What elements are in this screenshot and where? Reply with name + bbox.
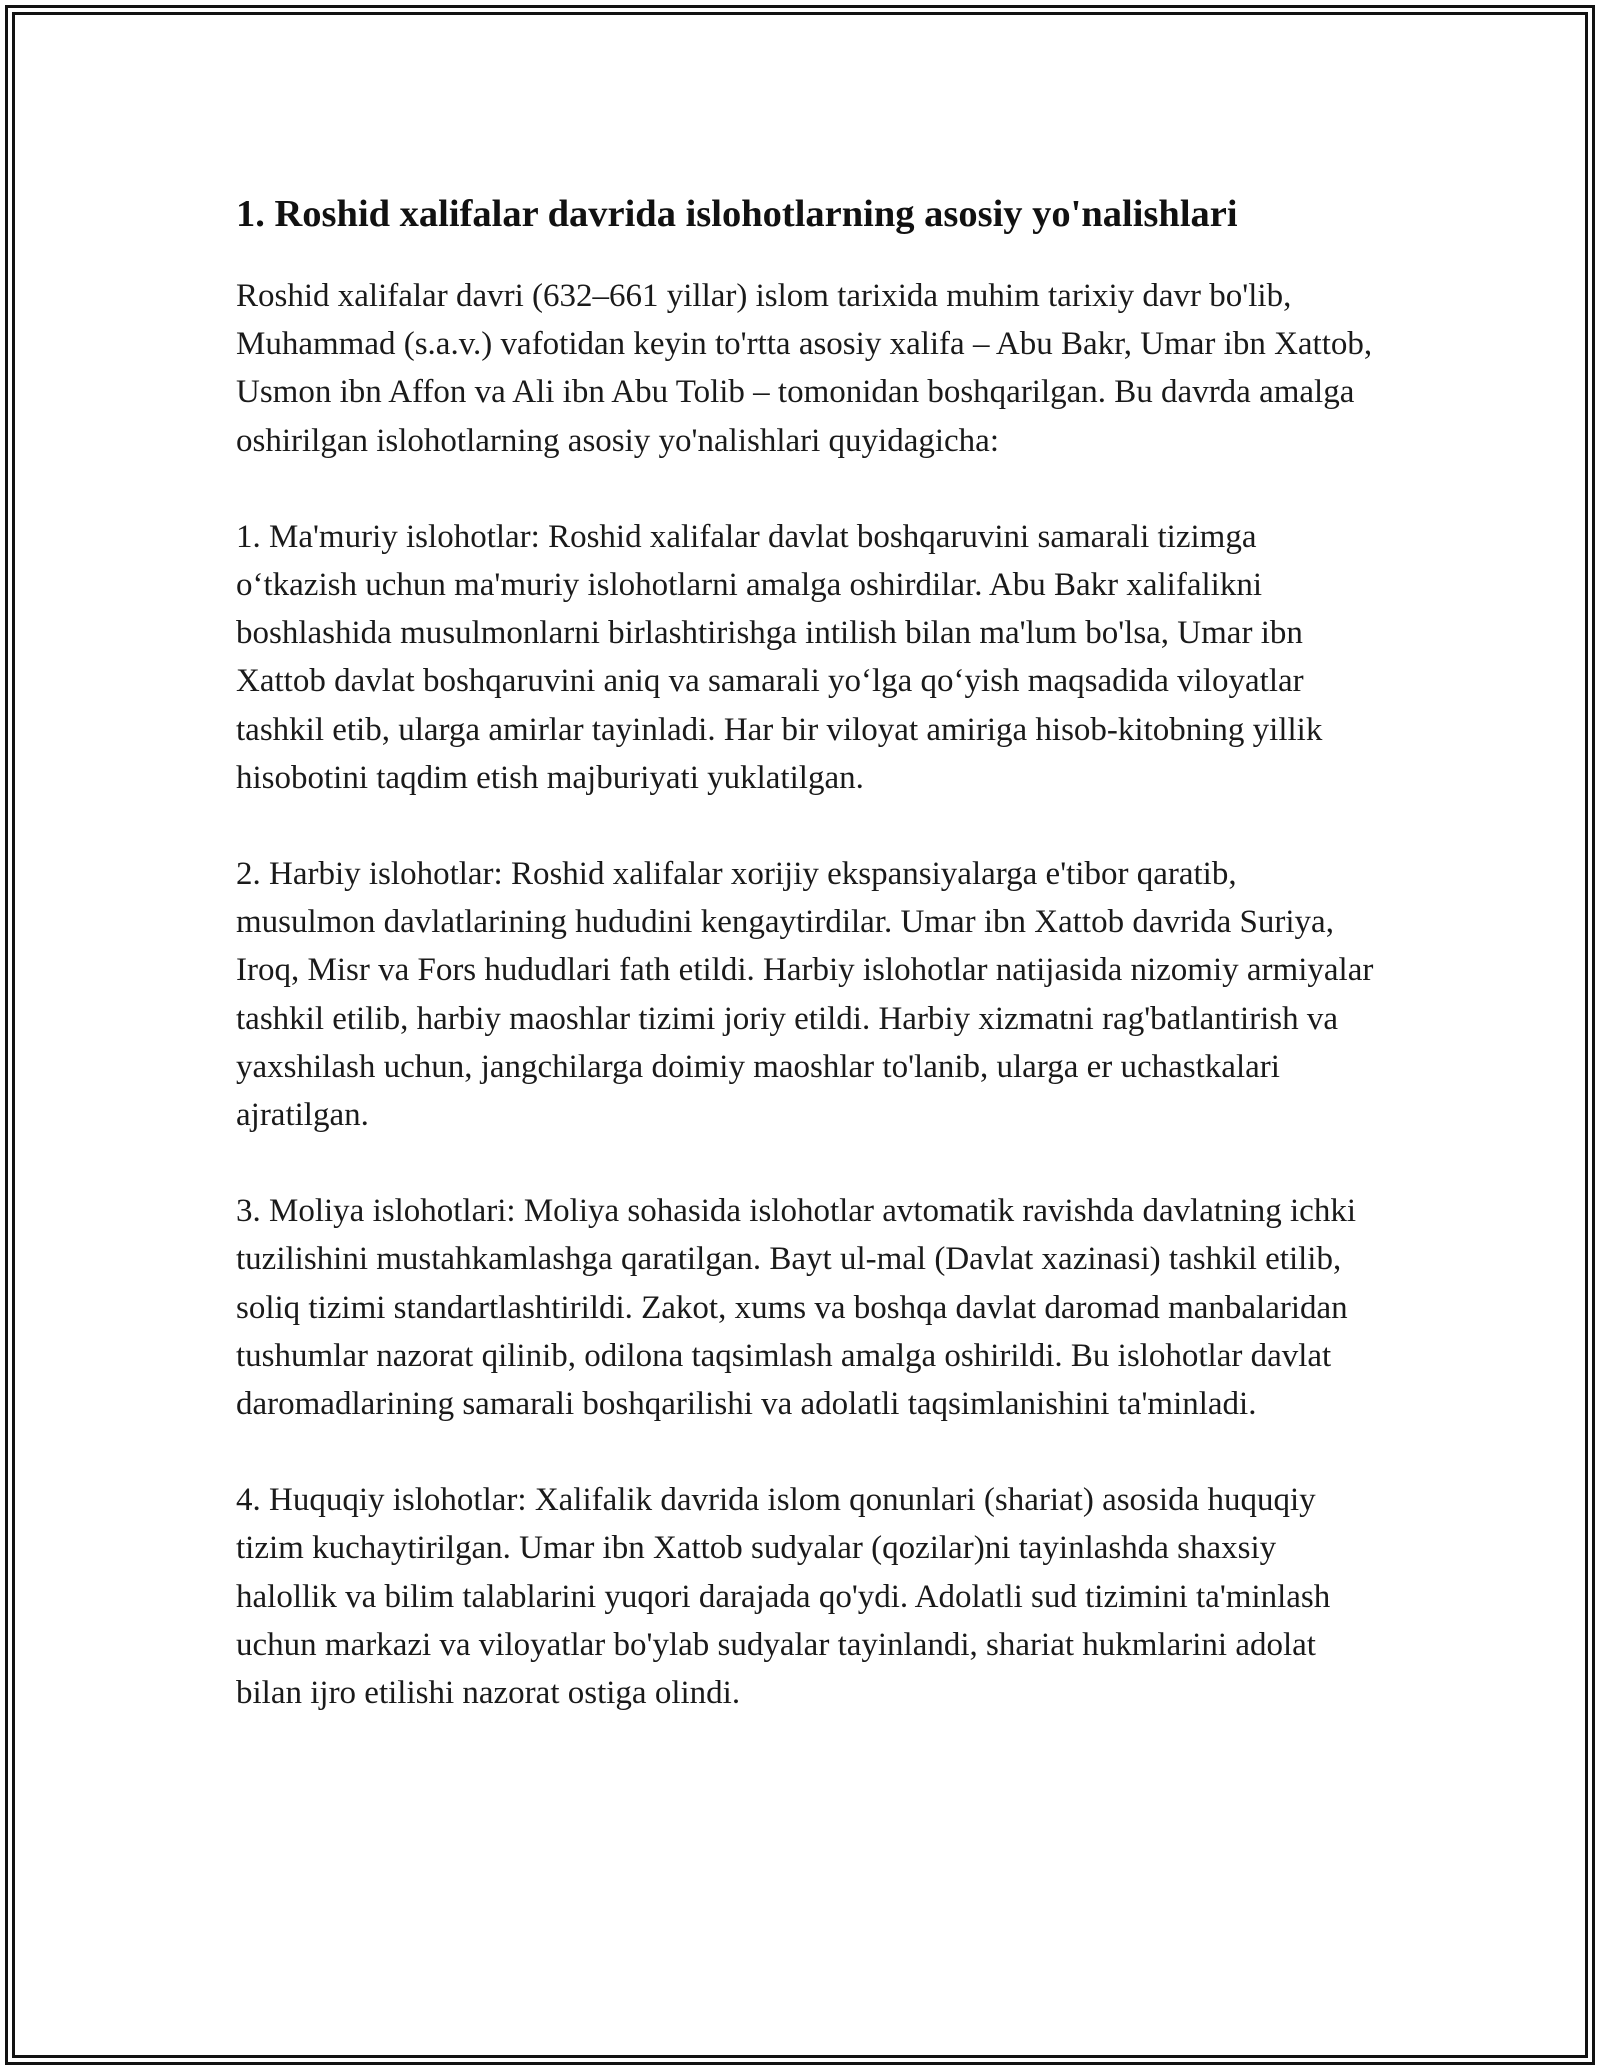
paragraph-financial-reforms: 3. Moliya islohotlari: Moliya sohasida islohotlar avtomatik ravishda davlatning ichki tuzilishini mustahkamlashga qaratilgan. Bayt ul-mal (Davlat xazinasi) tashkil etilib, soliq tizimi standartlashtirildi. Zakot, xums va boshqa davlat daromad manbalaridan tushumlar nazorat qilinib, odilona taqsimlash amalga oshirildi. Bu islohotlar davlat daromadlarining samarali boshqarilishi va adolatli taqsimlanishini ta'minladi. xyxy=(236,1193,1356,1423)
document-title: 1. Roshid xalifalar davrida islohotlarning asosiy yo'nalishlari xyxy=(236,193,1238,235)
paragraph-intro: Roshid xalifalar davri (632–661 yillar) islom tarixida muhim tarixiy davr bo'lib, Muhammad (s.a.v.) vafotidan keyin to'rtta asosiy xalifa – Abu Bakr, Umar ibn Xattob, Usmon ibn Affon va Ali ibn Abu Tolib – tomonidan boshqarilgan. Bu davrda amalga oshirilgan islohotlarning asosiy yo'nalishlari quyidagicha: xyxy=(236,278,1373,459)
paragraph-military-reforms: 2. Harbiy islohotlar: Roshid xalifalar xorijiy ekspansiyalarga e'tibor qaratib, musulmon davlatlarining hududini kengaytirdilar. Umar ibn Xattob davrida Suriya, Iroq, Misr va Fors hududlari fath etildi. Harbiy islohotlar natijasida nizomiy armiyalar tashkil etilib, harbiy maoshlar tizimi joriy etildi. Harbiy xizmatni rag'batlantirish va yaxshilash uchun, jangchilarga doimiy maoshlar to'lanib, ularga er uchastkalari ajratilgan. xyxy=(236,856,1374,1134)
paragraph-administrative-reforms: 1. Ma'muriy islohotlar: Roshid xalifalar davlat boshqaruvini samarali tizimga o‘tkazish uchun ma'muriy islohotlarni amalga oshirdilar. Abu Bakr xalifalikni boshlashida musulmonlarni birlashtirishga intilish bilan ma'lum bo'lsa, Umar ibn Xattob davlat boshqaruvini aniq va samarali yo‘lga qo‘yish maqsadida viloyatlar tashkil etib, ularga amirlar tayinladi. Har bir viloyat amiriga hisob-kitobning yillik hisobotini taqdim etish majburiyati yuklatilgan. xyxy=(236,518,1323,796)
paragraph-legal-reforms: 4. Huquqiy islohotlar: Xalifalik davrida islom qonunlari (shariat) asosida huquqiy tizim kuchaytirilgan. Umar ibn Xattob sudyalar (qozilar)ni tayinlashda shaxsiy halollik va bilim talablarini yuqori darajada qo'ydi. Adolatli sud tizimini ta'minlash uchun markazi va viloyatlar bo'ylab sudyalar tayinlandi, shariat hukmlarini adolat bilan ijro etilishi nazorat ostiga olindi. xyxy=(236,1482,1331,1712)
document-body xyxy=(236,186,1376,1717)
